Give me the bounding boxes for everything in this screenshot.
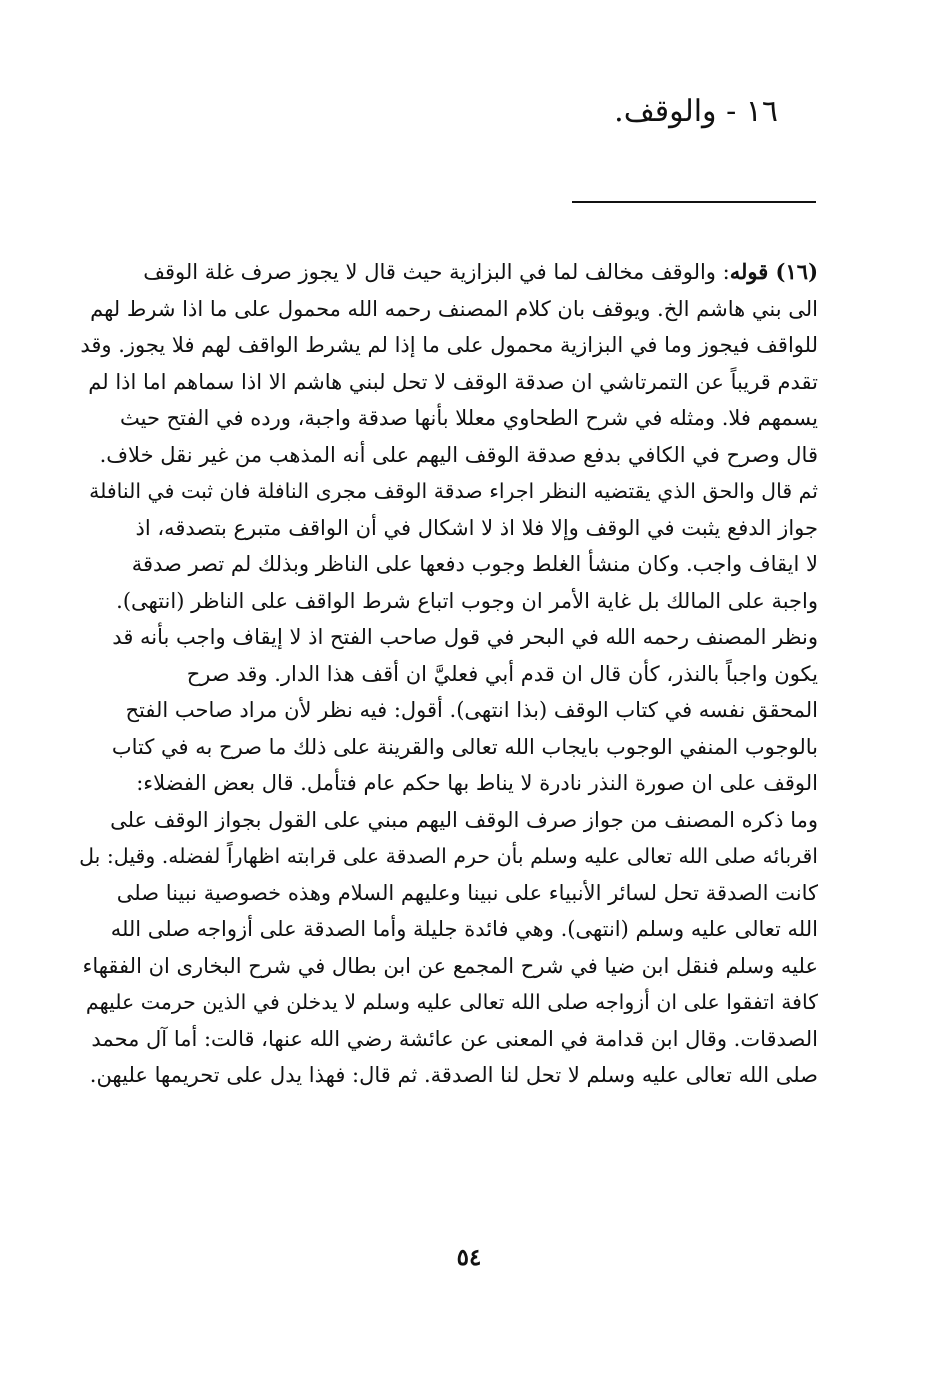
text-line bbox=[78, 984, 818, 1021]
line-text: بالوجوب المنفي الوجوب بايجاب الله تعالى والقرينة على ذلك ما صرح به في كتاب bbox=[111, 734, 818, 759]
line-text: كانت الصدقة تحل لسائر الأنبياء على نبينا وعليهم السلام وهذه خصوصية نبينا صلى bbox=[116, 880, 818, 905]
section-heading: ١٦ - والوقف. bbox=[614, 94, 778, 129]
line-text: ونظر المصنف رحمه الله في البحر في قول صاحب الفتح اذ لا إيقاف واجب بأنه قد bbox=[112, 625, 818, 649]
text-line bbox=[78, 838, 818, 875]
text-line bbox=[78, 729, 818, 766]
text-line bbox=[78, 327, 818, 364]
text-line bbox=[78, 291, 818, 328]
line-text: اقربائه صلى الله تعالى عليه وسلم بأن حرم الصدقة على قرابته اظهاراً لفضله. وقيل: بل bbox=[79, 844, 818, 868]
text-line bbox=[78, 364, 818, 401]
text-line bbox=[78, 583, 818, 620]
line-text: تقدم قريباً عن التمرتاشي ان صدقة الوقف لا تحل لبني هاشم الا اذا سماهم اما اذا لم bbox=[88, 369, 818, 394]
line-text: واجبة على المالك بل غاية الأمر ان وجوب اتباع شرط الواقف على الناظر (انتهى). bbox=[116, 588, 818, 613]
line-text: للواقف فيجوز وما في البزازية محمول على ما إذا لم يشرط الواقف لهم فلا يجوز. وقد bbox=[80, 333, 818, 357]
line-text: الوقف على ان صورة النذر نادرة لا يناط بها حكم عام فتأمل. قال بعض الفضلاء: bbox=[136, 771, 818, 795]
line-text: يكون واجباً بالنذر، كأن قال ان قدم أبي فعليَّ ان أقف هذا الدار. وقد صرح bbox=[186, 661, 818, 686]
line-text: كافة اتفقوا على ان أزواجه صلى الله تعالى عليه وسلم لا يدخلن في الذين حرمت عليهم bbox=[85, 990, 818, 1014]
commentary-text bbox=[78, 254, 818, 1094]
line-text: قال وصرح في الكافي بدفع صدقة الوقف اليهم على أنه المذهب من غير نقل خلاف. bbox=[99, 442, 818, 467]
text-line bbox=[78, 619, 818, 656]
line-text: : والوقف مخالف لما في البزازية حيث قال لا يجوز صرف غلة الوقف bbox=[143, 260, 730, 284]
text-line bbox=[78, 1057, 818, 1094]
text-line bbox=[78, 437, 818, 474]
text-line bbox=[78, 510, 818, 547]
text-line bbox=[78, 765, 818, 802]
line-text: لا ايقاف واجب. وكان منشأ الغلط وجوب دفعها على الناظر وبذلك لم تصر صدقة bbox=[131, 552, 818, 576]
line-text: الى بني هاشم الخ. ويوقف بان كلام المصنف رحمه الله محمول على ما اذا شرط لهم bbox=[90, 296, 818, 321]
line-text: الصدقات. وقال ابن قدامة في المعنى عن عائشة رضي الله عنها، قالت: أما آل محمد bbox=[91, 1026, 818, 1051]
footnote-separator-rule bbox=[572, 201, 816, 203]
line-text: صلى الله تعالى عليه وسلم لا تحل لنا الصدقة. ثم قال: فهذا يدل على تحريمها عليهن. bbox=[89, 1063, 818, 1087]
text-line bbox=[78, 911, 818, 948]
text-line bbox=[78, 692, 818, 729]
line-text: جواز الدفع يثبت في الوقف وإلا فلا اذ لا اشكال في أن الواقف متبرع بتصدقه، اذ bbox=[135, 515, 818, 540]
text-line bbox=[78, 254, 818, 291]
line-text: وما ذكره المصنف من جواز صرف الوقف اليهم مبني على القول بجواز الوقف على bbox=[110, 807, 818, 832]
line-text: المحقق نفسه في كتاب الوقف (بذا انتهى). أقول: فيه نظر لأن مراد صاحب الفتح bbox=[125, 698, 818, 722]
text-line bbox=[78, 948, 818, 985]
text-line bbox=[78, 1021, 818, 1058]
text-line bbox=[78, 656, 818, 693]
line-text: ثم قال والحق الذي يقتضيه النظر اجراء صدقة الوقف مجرى النافلة فان ثبت في النافلة bbox=[89, 479, 818, 503]
text-line bbox=[78, 875, 818, 912]
text-line bbox=[78, 802, 818, 839]
text-line bbox=[78, 400, 818, 437]
text-line bbox=[78, 473, 818, 510]
line-text: الله تعالى عليه وسلم (انتهى). وهي فائدة جليلة وأما الصدقة على أزواجه صلى الله bbox=[110, 917, 818, 941]
line-text: يسمهم فلا. ومثله في شرح الطحاوي معللا بأنها صدقة واجبة، ورده في الفتح حيث bbox=[120, 406, 818, 430]
line-text: عليه وسلم فنقل ابن ضيا في شرح المجمع عن ابن بطال في شرح البخارى ان الفقهاء bbox=[82, 953, 818, 978]
text-line bbox=[78, 546, 818, 583]
footnote-lead: (١٦) قوله bbox=[729, 259, 818, 284]
page-number: ٥٤ bbox=[456, 1244, 482, 1271]
